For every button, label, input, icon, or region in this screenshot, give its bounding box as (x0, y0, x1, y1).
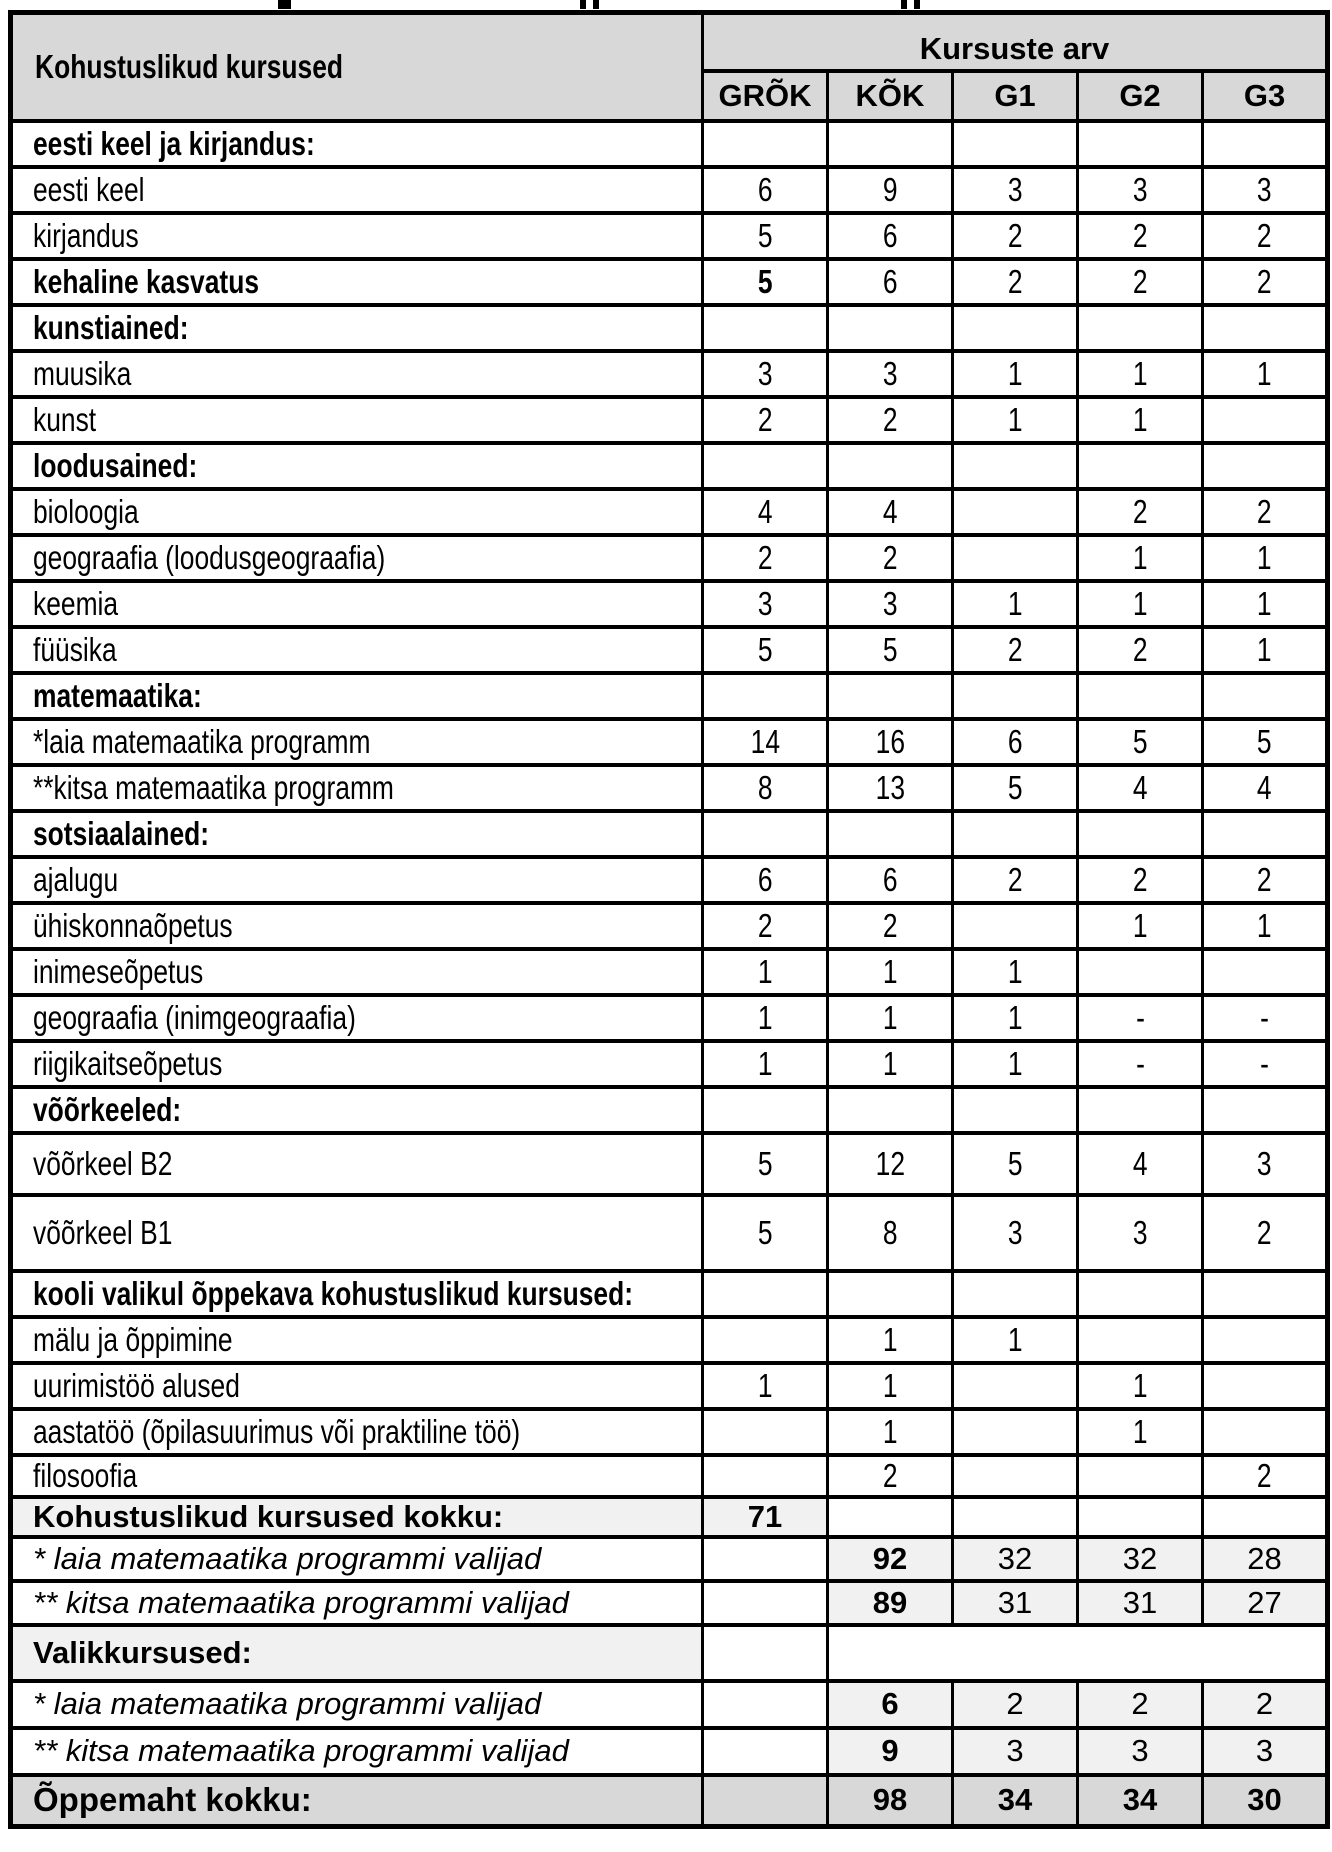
cell-g3: 2 (1203, 1195, 1328, 1271)
table-row (11, 857, 1328, 903)
table-row (11, 903, 1328, 949)
table-row (11, 213, 1328, 259)
cell-grõk (703, 1581, 828, 1625)
cell-g1: 5 (953, 765, 1078, 811)
row-label: võõrkeel B1 (11, 1195, 703, 1271)
row-label: võõrkeel B2 (11, 1133, 703, 1195)
cell-g1: 2 (953, 259, 1078, 305)
row-label: kirjandus (11, 213, 703, 259)
cell-g2: 2 (1078, 259, 1203, 305)
cell-g1: 1 (953, 1041, 1078, 1087)
cell-g2: 2 (1078, 857, 1203, 903)
cell-grõk: 5 (703, 213, 828, 259)
cell-g1: 1 (953, 1317, 1078, 1363)
cell-kõk: 5 (828, 627, 953, 673)
cell-g1 (953, 489, 1078, 535)
table-row (11, 1133, 1328, 1195)
row-label: Kohustuslikud kursused kokku: (11, 1497, 703, 1537)
row-label: * laia matemaatika programmi valijad (11, 1537, 703, 1581)
cell-grõk (703, 1728, 828, 1775)
cell-grõk: 2 (703, 903, 828, 949)
table-row (11, 1317, 1328, 1363)
cell-kõk (828, 811, 953, 857)
cell-g3: 2 (1203, 1455, 1328, 1497)
cell-g1 (953, 1271, 1078, 1317)
cell-kõk: 98 (828, 1775, 953, 1827)
cell-grõk: 14 (703, 719, 828, 765)
cell-g3: 2 (1203, 489, 1328, 535)
table-row (11, 949, 1328, 995)
cell-g1 (953, 811, 1078, 857)
cell-grõk (703, 305, 828, 351)
cell-grõk: 6 (703, 167, 828, 213)
row-label: kunst (11, 397, 703, 443)
cell-g3: - (1203, 995, 1328, 1041)
cell-g1: 31 (953, 1581, 1078, 1625)
cell-kõk: 6 (828, 259, 953, 305)
cell-g3 (1203, 397, 1328, 443)
row-label: eesti keel ja kirjandus: (11, 121, 703, 167)
cell-g1 (953, 1409, 1078, 1455)
row-label: inimeseõpetus (11, 949, 703, 995)
cell-grõk: 6 (703, 857, 828, 903)
cell-kõk: 1 (828, 1041, 953, 1087)
table-row (11, 995, 1328, 1041)
cell-g3: 1 (1203, 351, 1328, 397)
table-row (11, 1537, 1328, 1581)
cell-grõk (703, 121, 828, 167)
table-row (11, 1195, 1328, 1271)
cell-grõk: 3 (703, 351, 828, 397)
cell-g1: 3 (953, 1728, 1078, 1775)
cell-grõk (703, 1681, 828, 1728)
cell-g3: 1 (1203, 535, 1328, 581)
cell-grõk: 1 (703, 1363, 828, 1409)
row-label: ajalugu (11, 857, 703, 903)
table-row (11, 1728, 1328, 1775)
table-row (11, 443, 1328, 489)
cell-g2: 1 (1078, 351, 1203, 397)
cell-g3: 1 (1203, 627, 1328, 673)
row-label: Valikkursused: (11, 1625, 703, 1681)
cell-kõk: 1 (828, 1409, 953, 1455)
cell-g2: 4 (1078, 765, 1203, 811)
cell-g2 (1078, 1271, 1203, 1317)
cell-g2 (1078, 673, 1203, 719)
cell-g2: 2 (1078, 1681, 1203, 1728)
row-label: geograafia (inimgeograafia) (11, 995, 703, 1041)
table-row (11, 535, 1328, 581)
cell-g2: 34 (1078, 1775, 1203, 1827)
cell-grõk (703, 1271, 828, 1317)
table-row (11, 1581, 1328, 1625)
table-row (11, 351, 1328, 397)
cell-g1: 3 (953, 167, 1078, 213)
cell-grõk (703, 811, 828, 857)
row-label: kunstiained: (11, 305, 703, 351)
cell-kõk: 89 (828, 1581, 953, 1625)
row-label: võõrkeeled: (11, 1087, 703, 1133)
cell-g2 (1078, 1087, 1203, 1133)
table-row (11, 811, 1328, 857)
cell-g2: 3 (1078, 1728, 1203, 1775)
cell-kõk: 92 (828, 1537, 953, 1581)
cell-kõk: 3 (828, 351, 953, 397)
cell-g2: 31 (1078, 1581, 1203, 1625)
cell-kõk (828, 443, 953, 489)
cell-g2: - (1078, 1041, 1203, 1087)
table-row (11, 1775, 1328, 1827)
row-label: ** kitsa matemaatika programmi valijad (11, 1581, 703, 1625)
row-label: keemia (11, 581, 703, 627)
table-header-row-1 (11, 13, 1328, 71)
table-row (11, 627, 1328, 673)
cell-g2: 5 (1078, 719, 1203, 765)
cell-g2: 32 (1078, 1537, 1203, 1581)
cell-grõk (703, 1409, 828, 1455)
cell-grõk: 2 (703, 397, 828, 443)
cell-g3: 3 (1203, 1133, 1328, 1195)
table-row (11, 1681, 1328, 1728)
cell-g2 (1078, 811, 1203, 857)
cell-g3: 2 (1203, 213, 1328, 259)
cell-g2: 1 (1078, 397, 1203, 443)
table-row (11, 1455, 1328, 1497)
cell-g3 (1203, 1363, 1328, 1409)
cell-kõk: 1 (828, 949, 953, 995)
cell-g3 (1203, 121, 1328, 167)
cell-g3: 1 (1203, 903, 1328, 949)
cell-merged (828, 1625, 1328, 1681)
cell-grõk: 2 (703, 535, 828, 581)
cell-g3 (1203, 1271, 1328, 1317)
row-label: riigikaitseõpetus (11, 1041, 703, 1087)
table-row (11, 581, 1328, 627)
table-row (11, 1041, 1328, 1087)
cell-grõk: 5 (703, 259, 828, 305)
cell-g2: - (1078, 995, 1203, 1041)
cell-g1: 2 (953, 1681, 1078, 1728)
row-label: eesti keel (11, 167, 703, 213)
cell-g2 (1078, 949, 1203, 995)
cell-kõk (828, 673, 953, 719)
row-label: aastatöö (õpilasuurimus või praktiline töö) (11, 1409, 703, 1455)
cell-kõk: 3 (828, 581, 953, 627)
cell-g3: 27 (1203, 1581, 1328, 1625)
cell-g1: 1 (953, 397, 1078, 443)
cell-g3: - (1203, 1041, 1328, 1087)
row-label: bioloogia (11, 489, 703, 535)
cell-g2: 1 (1078, 535, 1203, 581)
cell-g1 (953, 1455, 1078, 1497)
cell-g2 (1078, 305, 1203, 351)
table-row (11, 1271, 1328, 1317)
cell-g1: 1 (953, 949, 1078, 995)
table-row (11, 1625, 1328, 1681)
row-label: * laia matemaatika programmi valijad (11, 1681, 703, 1728)
table-row (11, 1497, 1328, 1537)
cell-grõk: 3 (703, 581, 828, 627)
cell-kõk: 1 (828, 1317, 953, 1363)
cell-g1 (953, 1087, 1078, 1133)
cell-g1: 2 (953, 627, 1078, 673)
cell-g1: 32 (953, 1537, 1078, 1581)
cell-g2: 1 (1078, 581, 1203, 627)
cell-g1: 1 (953, 581, 1078, 627)
table-row (11, 121, 1328, 167)
cell-kõk: 8 (828, 1195, 953, 1271)
cell-g1: 5 (953, 1133, 1078, 1195)
cell-g2 (1078, 1317, 1203, 1363)
cell-g2: 1 (1078, 1363, 1203, 1409)
table-row (11, 1409, 1328, 1455)
cell-kõk (828, 1497, 953, 1537)
row-label: muusika (11, 351, 703, 397)
cell-kõk: 9 (828, 167, 953, 213)
cell-kõk: 13 (828, 765, 953, 811)
table-row (11, 1363, 1328, 1409)
table-row (11, 719, 1328, 765)
cell-grõk: 1 (703, 949, 828, 995)
cell-kõk (828, 1271, 953, 1317)
cell-g2: 1 (1078, 1409, 1203, 1455)
row-label: ühiskonnaõpetus (11, 903, 703, 949)
cell-grõk: 8 (703, 765, 828, 811)
cell-grõk (703, 1625, 828, 1681)
cell-grõk: 71 (703, 1497, 828, 1537)
cell-g2: 4 (1078, 1133, 1203, 1195)
column-header-courses: Kohustuslikud kursused (11, 13, 703, 121)
table-row (11, 397, 1328, 443)
cell-grõk (703, 443, 828, 489)
cell-g2: 1 (1078, 903, 1203, 949)
row-label: uurimistöö alused (11, 1363, 703, 1409)
cell-grõk (703, 1775, 828, 1827)
cell-g3 (1203, 305, 1328, 351)
row-label: füüsika (11, 627, 703, 673)
cell-g2: 2 (1078, 213, 1203, 259)
cell-grõk (703, 1537, 828, 1581)
cell-g3: 30 (1203, 1775, 1328, 1827)
cell-g1: 2 (953, 857, 1078, 903)
cropped-text-fragments (0, 0, 1332, 9)
cell-g2: 2 (1078, 627, 1203, 673)
cell-kõk (828, 121, 953, 167)
row-label: geograafia (loodusgeograafia) (11, 535, 703, 581)
row-label: matemaatika: (11, 673, 703, 719)
row-label: kehaline kasvatus (11, 259, 703, 305)
table-row (11, 765, 1328, 811)
row-label: loodusained: (11, 443, 703, 489)
cell-g1 (953, 305, 1078, 351)
cell-g2 (1078, 121, 1203, 167)
row-label: mälu ja õppimine (11, 1317, 703, 1363)
cell-grõk (703, 1455, 828, 1497)
cell-kõk: 6 (828, 213, 953, 259)
cell-kõk (828, 1087, 953, 1133)
cell-g1: 6 (953, 719, 1078, 765)
cell-g3 (1203, 673, 1328, 719)
cell-grõk: 5 (703, 1133, 828, 1195)
cell-g3: 2 (1203, 1681, 1328, 1728)
table-row (11, 305, 1328, 351)
cell-g1 (953, 443, 1078, 489)
cell-kõk: 6 (828, 857, 953, 903)
row-label: ** kitsa matemaatika programmi valijad (11, 1728, 703, 1775)
cell-grõk: 5 (703, 627, 828, 673)
row-label: *laia matemaatika programm (11, 719, 703, 765)
cell-grõk: 1 (703, 1041, 828, 1087)
cell-g3: 4 (1203, 765, 1328, 811)
cell-g1: 2 (953, 213, 1078, 259)
cell-g3: 3 (1203, 1728, 1328, 1775)
cell-g3 (1203, 1317, 1328, 1363)
cell-kõk: 1 (828, 1363, 953, 1409)
column-header-g3: G3 (1203, 71, 1328, 121)
cell-g3: 2 (1203, 259, 1328, 305)
cell-g3 (1203, 443, 1328, 489)
cell-grõk: 5 (703, 1195, 828, 1271)
cell-g1: 3 (953, 1195, 1078, 1271)
cell-grõk (703, 1317, 828, 1363)
cell-grõk (703, 673, 828, 719)
cell-g1: 1 (953, 351, 1078, 397)
cell-kõk: 6 (828, 1681, 953, 1728)
cell-g1: 1 (953, 995, 1078, 1041)
cell-g1 (953, 121, 1078, 167)
cell-kõk: 12 (828, 1133, 953, 1195)
table-row (11, 167, 1328, 213)
cell-g3 (1203, 1087, 1328, 1133)
cell-g2 (1078, 443, 1203, 489)
table-row (11, 673, 1328, 719)
cell-g2 (1078, 1455, 1203, 1497)
table-row (11, 259, 1328, 305)
table-row (11, 1087, 1328, 1133)
cell-kõk (828, 305, 953, 351)
cell-g1 (953, 1497, 1078, 1537)
cell-g2: 3 (1078, 167, 1203, 213)
cell-grõk: 4 (703, 489, 828, 535)
row-label: filosoofia (11, 1455, 703, 1497)
cell-kõk: 2 (828, 535, 953, 581)
row-label: **kitsa matemaatika programm (11, 765, 703, 811)
cell-g1 (953, 1363, 1078, 1409)
cell-g3 (1203, 1497, 1328, 1537)
table-row (11, 489, 1328, 535)
cell-g2 (1078, 1497, 1203, 1537)
row-label: Õppemaht kokku: (11, 1775, 703, 1827)
row-label: kooli valikul õppekava kohustuslikud kursused: (11, 1271, 703, 1317)
cell-g3: 3 (1203, 167, 1328, 213)
cell-kõk: 9 (828, 1728, 953, 1775)
cell-grõk: 1 (703, 995, 828, 1041)
cell-g3: 28 (1203, 1537, 1328, 1581)
column-header-g2: G2 (1078, 71, 1203, 121)
column-header-grõk: GRÕK (703, 71, 828, 121)
column-header-kõk: KÕK (828, 71, 953, 121)
cell-g3: 5 (1203, 719, 1328, 765)
cell-g1 (953, 535, 1078, 581)
column-header-g1: G1 (953, 71, 1078, 121)
cell-g3 (1203, 811, 1328, 857)
cell-g2: 3 (1078, 1195, 1203, 1271)
cell-kõk: 2 (828, 397, 953, 443)
cell-kõk: 4 (828, 489, 953, 535)
cell-kõk: 1 (828, 995, 953, 1041)
cell-g3: 1 (1203, 581, 1328, 627)
cell-g1 (953, 673, 1078, 719)
cell-kõk: 2 (828, 903, 953, 949)
cell-g3 (1203, 1409, 1328, 1455)
cell-kõk: 16 (828, 719, 953, 765)
cell-kõk: 2 (828, 1455, 953, 1497)
column-header-group: Kursuste arv (703, 13, 1328, 71)
cell-g1 (953, 903, 1078, 949)
cell-g3: 2 (1203, 857, 1328, 903)
cell-g1: 34 (953, 1775, 1078, 1827)
course-table (8, 10, 1330, 1829)
cell-grõk (703, 1087, 828, 1133)
cell-g3 (1203, 949, 1328, 995)
cell-g2: 2 (1078, 489, 1203, 535)
row-label: sotsiaalained: (11, 811, 703, 857)
